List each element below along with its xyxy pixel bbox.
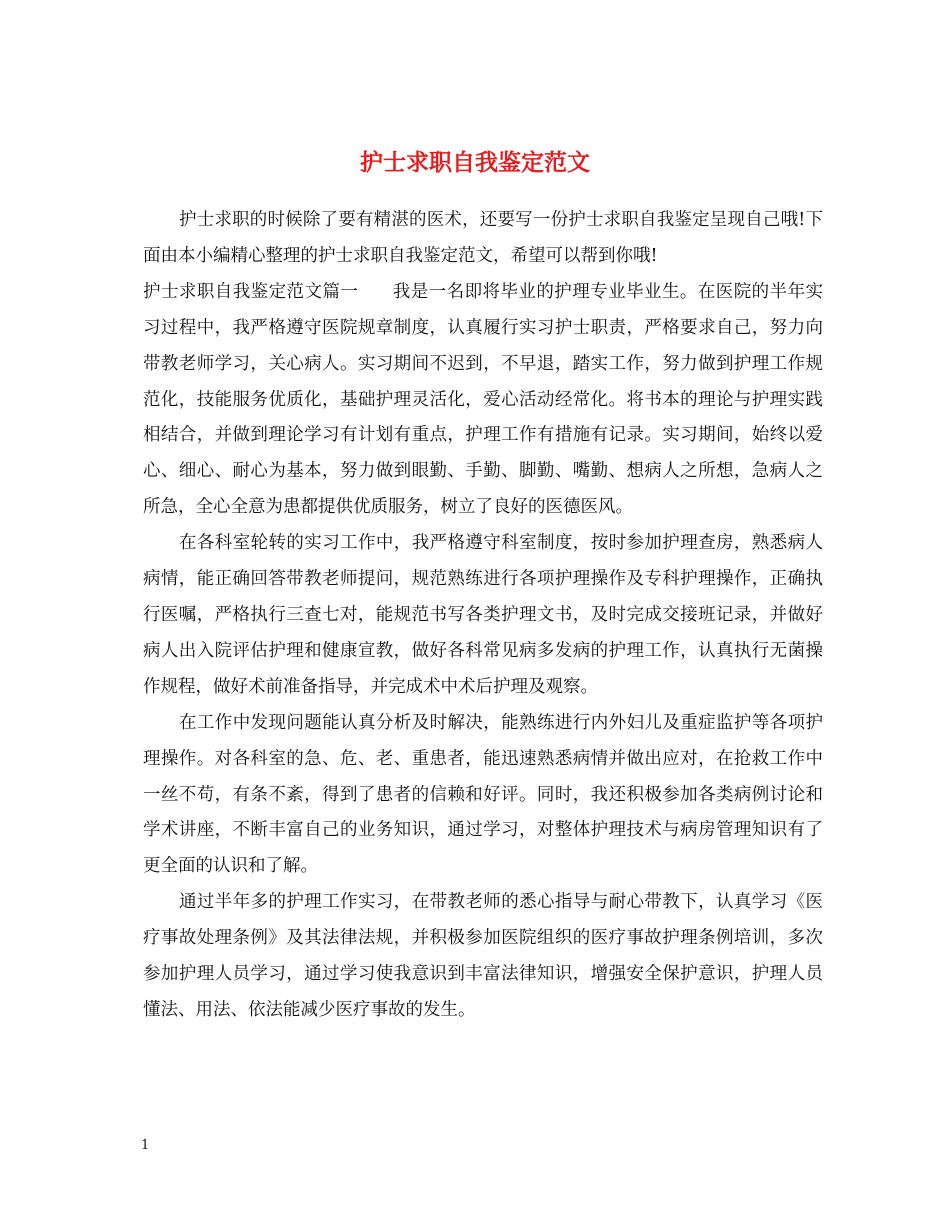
section-first-paragraph: 我是一名即将毕业的护理专业毕业生。在医院的半年实习过程中，我严格遵守医院规章制度，认真履行实习护士职责，严格要求自己，努力向带教老师学习，关心病人。实习期间不迟到，不早退，踏实工作，努力做到护理工作规范化，技能服务优质化，基础护理灵活化，爱心活动经常化。将书本的理论与护理实践相结合，并做到理论学习有计划有重点，护理工作有措施有记录。实习期间，始终以爱心、细心、耐心为基本，努力做到眼勤、手勤、脚勤、嘴勤、想病人之所想，急病人之所急，全心全意为患都提供优质服务，树立了良好的医德医风。: [143, 281, 824, 518]
body-paragraph: 通过半年多的护理工作实习，在带教老师的悉心指导与耐心带教下，认真学习《医疗事故处理条例》及其法律法规，并积极参加医院组织的医疗事故护理条例培训，多次参加护理人员学习，通过学习使我意识到丰富法律知识，增强安全保护意识，护理人员懂法、用法、依法能减少医疗事故的发生。: [143, 892, 823, 1020]
section-heading: 护士求职自我鉴定范文篇一: [143, 281, 359, 302]
page-title: 护士求职自我鉴定范文: [360, 149, 590, 177]
section-paragraph: [143, 275, 823, 526]
body-paragraph: 在工作中发现问题能认真分析及时解决，能熟练进行内外妇儿及重症监护等各项护理操作。对各科室的急、危、老、重患者，能迅速熟悉病情并做出应对，在抢救工作中一丝不苟，有条不紊，得到了患者的信赖和好评。同时，我还积极参加各类病例讨论和学术讲座，不断丰富自己的业务知识，通过学习，对整体护理技术与病房管理知识有了更全面的认识和了解。: [143, 712, 823, 877]
document-body: [143, 203, 823, 1029]
body-paragraph: 在各科室轮转的实习工作中，我严格遵守科室制度，按时参加护理查房，熟悉病人病情，能正确回答带教老师提问，规范熟练进行各项护理操作及专科护理操作，正确执行医嘱，严格执行三查七对，能规范书写各类护理文书，及时完成交接班记录，并做好病人出入院评估护理和健康宣教，做好各科常见病多发病的护理工作，认真执行无菌操作规程，做好术前准备指导，并完成术中术后护理及观察。: [143, 533, 823, 697]
page-number: 1: [141, 1138, 150, 1153]
intro-paragraph: 护士求职的时候除了要有精湛的医术，还要写一份护士求职自我鉴定呈现自己哦!下面由本小编精心整理的护士求职自我鉴定范文，希望可以帮到你哦!: [143, 210, 823, 266]
